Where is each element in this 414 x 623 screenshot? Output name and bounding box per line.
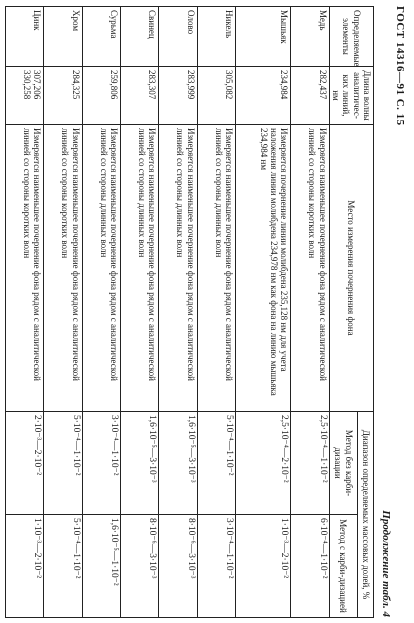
table-row [120, 7, 158, 618]
cell-place: Измеряется почернение линии молибдена 235,128 нм для учета наложения линии молибдена 234,978 нм как фона на линию мышьяка 234,984 нм [236, 125, 291, 412]
cell-carbide: 1,6·10⁻⁵—1·10⁻² [82, 515, 120, 618]
cell-element: Свинец [120, 7, 158, 67]
header-place: Место измерения почернения фона [329, 125, 373, 412]
table-continuation-title: Продолжение табл. 4 [380, 510, 392, 617]
cell-wavelength: 283,307 [120, 67, 158, 125]
header-element: Определяемые элементы [329, 7, 373, 67]
gost-page-header: ГОСТ 14316—91 С. 15 [394, 6, 406, 126]
cell-carbide: 6·10⁻⁴—1·10⁻² [291, 515, 329, 618]
cell-no-carbide: 2·10⁻³—2·10⁻² [5, 412, 43, 515]
cell-place: Измеряется наименьшее почернение фона рядом с аналитической линией со стороны длинных волн [120, 125, 158, 412]
cell-carbide: 8·10⁻⁶—3·10⁻³ [120, 515, 158, 618]
cell-wavelength: 234,984 [236, 67, 291, 125]
cell-place: Измеряется наименьшее почернение фона рядом с аналитической линией со стороны коротких волн [291, 125, 329, 412]
table-row [44, 7, 82, 618]
cell-no-carbide: 1,6·10⁻⁵—3·10⁻³ [159, 412, 197, 515]
cell-no-carbide: 3·10⁻⁴—1·10⁻² [82, 412, 120, 515]
cell-element: Сурьма [82, 7, 120, 67]
cell-carbide: 1·10⁻³—2·10⁻² [5, 515, 43, 618]
cell-no-carbide: 5·10⁻⁴—1·10⁻² [44, 412, 82, 515]
table-row [5, 7, 43, 618]
cell-element: Медь [291, 7, 329, 67]
cell-element: Олово [159, 7, 197, 67]
cell-wavelength: 283,999 [159, 67, 197, 125]
cell-carbide: 1·10⁻³—2·10⁻² [236, 515, 291, 618]
header-carbide: Метод с карби-дизацией [329, 515, 357, 618]
cell-carbide: 3·10⁻⁴—1·10⁻² [197, 515, 235, 618]
cell-place: Измеряется наименьшее почернение фона рядом с аналитической линией со стороны длинных волн [82, 125, 120, 412]
cell-element: Никель [197, 7, 235, 67]
cell-wavelength: 307,206 330,258 [5, 67, 43, 125]
cell-place: Измеряется наименьшее почернение фона рядом с аналитической линией со стороны коротких волн [5, 125, 43, 412]
cell-place: Измеряется наименьшее почернение фона рядом с аналитической линией со стороны длинных волн [197, 125, 235, 412]
cell-wavelength: 284,325 [44, 67, 82, 125]
header-wavelength: Длина волны аналитичес-ких линий, нм [329, 67, 373, 125]
table-row [236, 7, 291, 618]
table-body [5, 7, 329, 618]
cell-no-carbide: 1,6·10⁻⁵—3·10⁻³ [120, 412, 158, 515]
header-range: Диапазон определяемых массовых долей, % [358, 412, 374, 618]
cell-carbide: 5·10⁻⁴—1·10⁻² [44, 515, 82, 618]
table-row [291, 7, 329, 618]
table-row [159, 7, 197, 618]
cell-no-carbide: 5·10⁻⁴—1·10⁻² [197, 412, 235, 515]
cell-place: Измеряется наименьшее почернение фона рядом с аналитической линией со стороны коротких волн [44, 125, 82, 412]
cell-place: Измеряется наименьшее почернение фона рядом с аналитической линией со стороны длинных волн [159, 125, 197, 412]
table-header-row [358, 7, 374, 618]
cell-no-carbide: 2,5·10⁻⁴—1·10⁻² [291, 412, 329, 515]
cell-element: Цинк [5, 7, 43, 67]
table-row [197, 7, 235, 618]
header-no-carbide: Метод без карби-дизации [329, 412, 357, 515]
cell-no-carbide: 2,5·10⁻⁴—2·10⁻² [236, 412, 291, 515]
data-table [5, 6, 374, 618]
cell-wavelength: 305,082 [197, 67, 235, 125]
cell-wavelength: 259,806 [82, 67, 120, 125]
cell-wavelength: 282,437 [291, 67, 329, 125]
cell-element: Хром [44, 7, 82, 67]
cell-carbide: 8·10⁻⁶—3·10⁻³ [159, 515, 197, 618]
table-row [82, 7, 120, 618]
cell-element: Мышьяк [236, 7, 291, 67]
